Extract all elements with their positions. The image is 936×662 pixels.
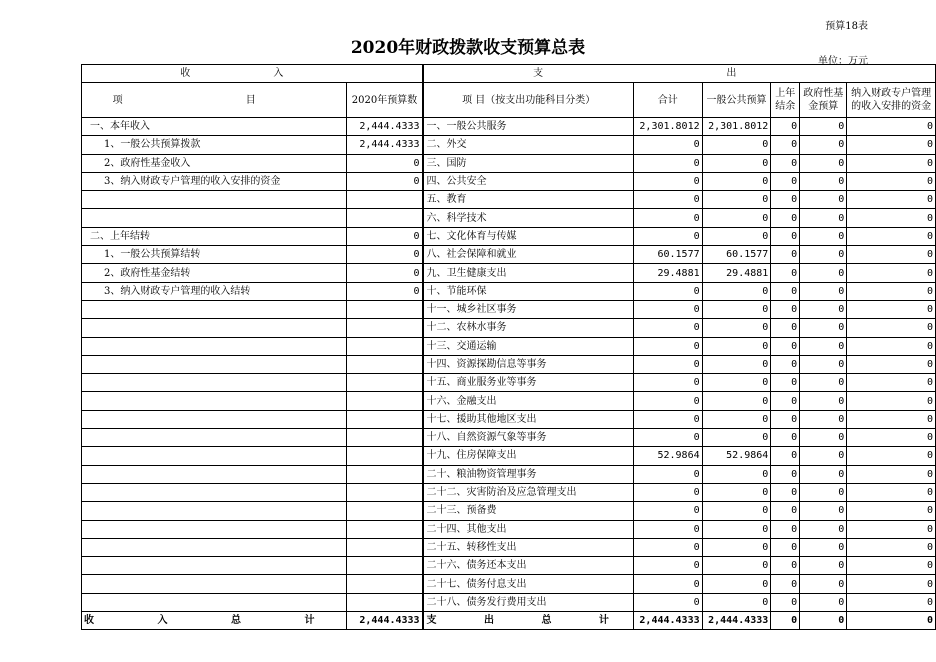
expense-prior: 0 bbox=[771, 227, 800, 245]
income-item-value: 0 bbox=[347, 282, 422, 300]
expense-fund: 0 bbox=[800, 191, 847, 209]
expense-special: 0 bbox=[847, 374, 936, 392]
income-item-value bbox=[347, 300, 422, 318]
income-item-value bbox=[347, 429, 422, 447]
expense-item-label: 一、一般公共服务 bbox=[424, 118, 633, 136]
expense-prior: 0 bbox=[771, 447, 800, 465]
expense-fund: 0 bbox=[800, 392, 847, 410]
expense-general: 0 bbox=[702, 374, 771, 392]
page-title: 2020年财政拨款收支预算总表 bbox=[350, 38, 586, 58]
income-item-label: 1、一般公共预算拨款 bbox=[82, 136, 347, 154]
table-row bbox=[82, 557, 936, 575]
income-item-value bbox=[347, 337, 422, 355]
table-row bbox=[82, 502, 936, 520]
expense-prior: 0 bbox=[771, 136, 800, 154]
table-row bbox=[82, 392, 936, 410]
total-header: 合计 bbox=[633, 83, 702, 118]
table-row bbox=[82, 447, 936, 465]
table-row bbox=[82, 429, 936, 447]
expense-total: 0 bbox=[633, 557, 702, 575]
expense-fund: 0 bbox=[800, 337, 847, 355]
income-item-label bbox=[82, 575, 347, 593]
expense-item-label: 十四、资源探勘信息等事务 bbox=[424, 355, 633, 373]
income-item-value bbox=[347, 447, 422, 465]
income-item-value bbox=[347, 191, 422, 209]
expense-special: 0 bbox=[847, 118, 936, 136]
income-item-value bbox=[347, 483, 422, 501]
income-item-value: 0 bbox=[347, 227, 422, 245]
table-row bbox=[82, 575, 936, 593]
income-item-label bbox=[82, 374, 347, 392]
income-item-value bbox=[347, 557, 422, 575]
expense-item-label: 七、文化体育与传媒 bbox=[424, 227, 633, 245]
expense-total: 0 bbox=[633, 483, 702, 501]
expense-general: 0 bbox=[702, 429, 771, 447]
expense-item-label: 二十八、债务发行费用支出 bbox=[424, 593, 633, 611]
expense-total: 2,301.8012 bbox=[633, 118, 702, 136]
expense-grand-total: 2,444.4333 bbox=[633, 612, 702, 630]
expense-general: 0 bbox=[702, 136, 771, 154]
expense-prior: 0 bbox=[771, 319, 800, 337]
expense-grand-special: 0 bbox=[847, 612, 936, 630]
expense-special: 0 bbox=[847, 337, 936, 355]
expense-special: 0 bbox=[847, 264, 936, 282]
expense-general: 0 bbox=[702, 209, 771, 227]
expense-item-label: 五、教育 bbox=[424, 191, 633, 209]
general-budget-header: 一般公共预算 bbox=[702, 83, 771, 118]
expense-special: 0 bbox=[847, 209, 936, 227]
expense-fund: 0 bbox=[800, 374, 847, 392]
income-item-label: 3、纳入财政专户管理的收入安排的资金 bbox=[82, 172, 347, 190]
expense-special: 0 bbox=[847, 447, 936, 465]
expense-prior: 0 bbox=[771, 374, 800, 392]
expense-special: 0 bbox=[847, 154, 936, 172]
prior-balance-header: 上年结余 bbox=[771, 83, 800, 118]
income-item-label bbox=[82, 300, 347, 318]
expense-general: 29.4881 bbox=[702, 264, 771, 282]
expense-prior: 0 bbox=[771, 337, 800, 355]
expense-item-label: 二十四、其他支出 bbox=[424, 520, 633, 538]
table-row bbox=[82, 282, 936, 300]
income-item-value bbox=[347, 593, 422, 611]
expense-prior: 0 bbox=[771, 191, 800, 209]
expense-fund: 0 bbox=[800, 227, 847, 245]
expense-general: 0 bbox=[702, 191, 771, 209]
expense-item-header: 项 目（按支出功能科目分类） bbox=[424, 83, 633, 118]
expense-total: 0 bbox=[633, 410, 702, 428]
expense-special: 0 bbox=[847, 575, 936, 593]
expense-grand-prior: 0 bbox=[771, 612, 800, 630]
table-row bbox=[82, 154, 936, 172]
expense-fund: 0 bbox=[800, 300, 847, 318]
expense-prior: 0 bbox=[771, 172, 800, 190]
expense-prior: 0 bbox=[771, 502, 800, 520]
expense-group-header: 支 出 bbox=[424, 65, 936, 83]
income-item-value: 0 bbox=[347, 246, 422, 264]
expense-total: 52.9864 bbox=[633, 447, 702, 465]
income-item-label: 1、一般公共预算结转 bbox=[82, 246, 347, 264]
expense-total: 0 bbox=[633, 227, 702, 245]
expense-special: 0 bbox=[847, 319, 936, 337]
expense-general: 0 bbox=[702, 282, 771, 300]
income-item-label bbox=[82, 447, 347, 465]
expense-prior: 0 bbox=[771, 118, 800, 136]
income-item-value bbox=[347, 355, 422, 373]
expense-prior: 0 bbox=[771, 520, 800, 538]
expense-general: 0 bbox=[702, 483, 771, 501]
expense-general: 0 bbox=[702, 319, 771, 337]
table-row bbox=[82, 300, 936, 318]
expense-total: 0 bbox=[633, 300, 702, 318]
expense-general: 0 bbox=[702, 538, 771, 556]
expense-general: 0 bbox=[702, 337, 771, 355]
expense-total: 0 bbox=[633, 172, 702, 190]
expense-prior: 0 bbox=[771, 429, 800, 447]
expense-special: 0 bbox=[847, 429, 936, 447]
expense-fund: 0 bbox=[800, 557, 847, 575]
expense-fund: 0 bbox=[800, 209, 847, 227]
income-item-label: 3、纳入财政专户管理的收入结转 bbox=[82, 282, 347, 300]
income-item-value bbox=[347, 374, 422, 392]
expense-general: 0 bbox=[702, 520, 771, 538]
expense-prior: 0 bbox=[771, 282, 800, 300]
expense-total: 0 bbox=[633, 538, 702, 556]
table-row bbox=[82, 520, 936, 538]
expense-total: 0 bbox=[633, 374, 702, 392]
expense-prior: 0 bbox=[771, 246, 800, 264]
expense-total: 0 bbox=[633, 520, 702, 538]
expense-prior: 0 bbox=[771, 483, 800, 501]
expense-general: 0 bbox=[702, 154, 771, 172]
expense-item-label: 二十、粮油物资管理事务 bbox=[424, 465, 633, 483]
expense-fund: 0 bbox=[800, 502, 847, 520]
expense-fund: 0 bbox=[800, 172, 847, 190]
expense-general: 2,301.8012 bbox=[702, 118, 771, 136]
expense-prior: 0 bbox=[771, 465, 800, 483]
expense-item-label: 四、公共安全 bbox=[424, 172, 633, 190]
expense-fund: 0 bbox=[800, 154, 847, 172]
expense-special: 0 bbox=[847, 483, 936, 501]
expense-total: 0 bbox=[633, 429, 702, 447]
income-item-value bbox=[347, 502, 422, 520]
income-group-header: 收 入 bbox=[82, 65, 423, 83]
expense-total: 0 bbox=[633, 392, 702, 410]
expense-prior: 0 bbox=[771, 209, 800, 227]
expense-prior: 0 bbox=[771, 410, 800, 428]
income-item-label bbox=[82, 557, 347, 575]
table-row bbox=[82, 136, 936, 154]
expense-item-label: 十、节能环保 bbox=[424, 282, 633, 300]
unit-label: 单位：万元 bbox=[818, 56, 868, 67]
expense-total: 29.4881 bbox=[633, 264, 702, 282]
budget-table bbox=[81, 64, 936, 630]
expense-grand-general: 2,444.4333 bbox=[702, 612, 771, 630]
table-row bbox=[82, 319, 936, 337]
expense-special: 0 bbox=[847, 392, 936, 410]
income-total-label: 收 入 总 计 bbox=[82, 612, 347, 630]
income-item-value bbox=[347, 319, 422, 337]
table-row bbox=[82, 483, 936, 501]
income-item-value bbox=[347, 520, 422, 538]
expense-prior: 0 bbox=[771, 557, 800, 575]
expense-grand-fund: 0 bbox=[800, 612, 847, 630]
expense-item-label: 六、科学技术 bbox=[424, 209, 633, 227]
expense-special: 0 bbox=[847, 557, 936, 575]
expense-total: 0 bbox=[633, 355, 702, 373]
expense-item-label: 三、国防 bbox=[424, 154, 633, 172]
table-row bbox=[82, 264, 936, 282]
expense-general: 0 bbox=[702, 300, 771, 318]
expense-item-label: 二十二、灾害防治及应急管理支出 bbox=[424, 483, 633, 501]
expense-fund: 0 bbox=[800, 593, 847, 611]
expense-total: 0 bbox=[633, 465, 702, 483]
income-item-label: 2、政府性基金收入 bbox=[82, 154, 347, 172]
expense-special: 0 bbox=[847, 282, 936, 300]
expense-fund: 0 bbox=[800, 538, 847, 556]
expense-item-label: 二十六、债务还本支出 bbox=[424, 557, 633, 575]
expense-item-label: 二十七、债务付息支出 bbox=[424, 575, 633, 593]
expense-fund: 0 bbox=[800, 355, 847, 373]
expense-total: 0 bbox=[633, 502, 702, 520]
expense-item-label: 九、卫生健康支出 bbox=[424, 264, 633, 282]
expense-special: 0 bbox=[847, 227, 936, 245]
table-row bbox=[82, 172, 936, 190]
expense-total: 0 bbox=[633, 209, 702, 227]
expense-prior: 0 bbox=[771, 575, 800, 593]
expense-fund: 0 bbox=[800, 118, 847, 136]
expense-general: 0 bbox=[702, 557, 771, 575]
expense-fund: 0 bbox=[800, 246, 847, 264]
expense-special: 0 bbox=[847, 300, 936, 318]
income-item-value: 0 bbox=[347, 172, 422, 190]
table-row bbox=[82, 227, 936, 245]
header-group-row bbox=[82, 65, 936, 83]
expense-general: 60.1577 bbox=[702, 246, 771, 264]
income-item-label bbox=[82, 392, 347, 410]
income-item-value: 2,444.4333 bbox=[347, 136, 422, 154]
table-row bbox=[82, 209, 936, 227]
income-item-label bbox=[82, 319, 347, 337]
expense-prior: 0 bbox=[771, 538, 800, 556]
income-item-label bbox=[82, 337, 347, 355]
expense-fund: 0 bbox=[800, 447, 847, 465]
expense-special: 0 bbox=[847, 191, 936, 209]
income-item-label bbox=[82, 520, 347, 538]
expense-fund: 0 bbox=[800, 575, 847, 593]
expense-fund: 0 bbox=[800, 282, 847, 300]
income-item-label bbox=[82, 483, 347, 501]
expense-item-label: 十七、援助其他地区支出 bbox=[424, 410, 633, 428]
income-item-value bbox=[347, 209, 422, 227]
expense-general: 0 bbox=[702, 465, 771, 483]
expense-prior: 0 bbox=[771, 355, 800, 373]
expense-special: 0 bbox=[847, 136, 936, 154]
expense-special: 0 bbox=[847, 355, 936, 373]
special-account-header: 纳入财政专户管理的收入安排的资金 bbox=[847, 83, 936, 118]
income-item-value bbox=[347, 410, 422, 428]
expense-special: 0 bbox=[847, 520, 936, 538]
expense-total: 0 bbox=[633, 136, 702, 154]
expense-prior: 0 bbox=[771, 392, 800, 410]
income-item-value bbox=[347, 465, 422, 483]
table-row bbox=[82, 538, 936, 556]
expense-fund: 0 bbox=[800, 429, 847, 447]
income-item-label: 二、上年结转 bbox=[82, 227, 347, 245]
expense-fund: 0 bbox=[800, 520, 847, 538]
income-item-label bbox=[82, 538, 347, 556]
expense-fund: 0 bbox=[800, 465, 847, 483]
income-item-label bbox=[82, 191, 347, 209]
expense-special: 0 bbox=[847, 410, 936, 428]
expense-item-label: 十三、交通运输 bbox=[424, 337, 633, 355]
table-row bbox=[82, 374, 936, 392]
table-row bbox=[82, 410, 936, 428]
expense-item-label: 十五、商业服务业等事务 bbox=[424, 374, 633, 392]
expense-special: 0 bbox=[847, 538, 936, 556]
table-row bbox=[82, 465, 936, 483]
income-item-value: 0 bbox=[347, 264, 422, 282]
expense-item-label: 十一、城乡社区事务 bbox=[424, 300, 633, 318]
expense-item-label: 十二、农林水事务 bbox=[424, 319, 633, 337]
expense-item-label: 十八、自然资源气象等事务 bbox=[424, 429, 633, 447]
expense-total-label: 支 出 总 计 bbox=[424, 612, 633, 630]
gov-fund-header: 政府性基金预算 bbox=[800, 83, 847, 118]
expense-total: 0 bbox=[633, 154, 702, 172]
expense-item-label: 十六、金融支出 bbox=[424, 392, 633, 410]
income-item-label: 2、政府性基金结转 bbox=[82, 264, 347, 282]
expense-general: 52.9864 bbox=[702, 447, 771, 465]
expense-special: 0 bbox=[847, 172, 936, 190]
expense-total: 60.1577 bbox=[633, 246, 702, 264]
expense-general: 0 bbox=[702, 392, 771, 410]
expense-item-label: 二十三、预备费 bbox=[424, 502, 633, 520]
table-row bbox=[82, 593, 936, 611]
table-row bbox=[82, 118, 936, 136]
income-item-value: 0 bbox=[347, 154, 422, 172]
table-row bbox=[82, 337, 936, 355]
income-item-value bbox=[347, 575, 422, 593]
table-row bbox=[82, 246, 936, 264]
income-item-label bbox=[82, 410, 347, 428]
income-item-label bbox=[82, 502, 347, 520]
expense-fund: 0 bbox=[800, 483, 847, 501]
totals-row bbox=[82, 612, 936, 630]
expense-total: 0 bbox=[633, 282, 702, 300]
expense-special: 0 bbox=[847, 593, 936, 611]
expense-general: 0 bbox=[702, 355, 771, 373]
expense-item-label: 十九、住房保障支出 bbox=[424, 447, 633, 465]
income-item-value bbox=[347, 392, 422, 410]
expense-general: 0 bbox=[702, 502, 771, 520]
expense-prior: 0 bbox=[771, 154, 800, 172]
income-item-header: 项 目 bbox=[82, 83, 347, 118]
expense-total: 0 bbox=[633, 191, 702, 209]
expense-item-label: 八、社会保障和就业 bbox=[424, 246, 633, 264]
expense-total: 0 bbox=[633, 337, 702, 355]
expense-prior: 0 bbox=[771, 593, 800, 611]
budget2020-header: 2020年预算数 bbox=[347, 83, 422, 118]
table-row bbox=[82, 355, 936, 373]
expense-general: 0 bbox=[702, 227, 771, 245]
expense-special: 0 bbox=[847, 502, 936, 520]
expense-general: 0 bbox=[702, 575, 771, 593]
income-item-label bbox=[82, 355, 347, 373]
income-item-label bbox=[82, 209, 347, 227]
expense-fund: 0 bbox=[800, 319, 847, 337]
expense-item-label: 二、外交 bbox=[424, 136, 633, 154]
expense-general: 0 bbox=[702, 593, 771, 611]
expense-total: 0 bbox=[633, 575, 702, 593]
income-item-value: 2,444.4333 bbox=[347, 118, 422, 136]
expense-prior: 0 bbox=[771, 300, 800, 318]
form-number: 预算18表 bbox=[825, 21, 868, 32]
income-item-label: 一、本年收入 bbox=[82, 118, 347, 136]
expense-item-label: 二十五、转移性支出 bbox=[424, 538, 633, 556]
expense-general: 0 bbox=[702, 410, 771, 428]
expense-fund: 0 bbox=[800, 136, 847, 154]
expense-prior: 0 bbox=[771, 264, 800, 282]
header-column-row bbox=[82, 83, 936, 118]
expense-fund: 0 bbox=[800, 264, 847, 282]
expense-total: 0 bbox=[633, 593, 702, 611]
income-item-label bbox=[82, 465, 347, 483]
expense-general: 0 bbox=[702, 172, 771, 190]
expense-special: 0 bbox=[847, 465, 936, 483]
expense-total: 0 bbox=[633, 319, 702, 337]
expense-special: 0 bbox=[847, 246, 936, 264]
income-item-label bbox=[82, 593, 347, 611]
income-item-label bbox=[82, 429, 347, 447]
income-total-value: 2,444.4333 bbox=[347, 612, 422, 630]
table-row bbox=[82, 191, 936, 209]
income-item-value bbox=[347, 538, 422, 556]
expense-fund: 0 bbox=[800, 410, 847, 428]
